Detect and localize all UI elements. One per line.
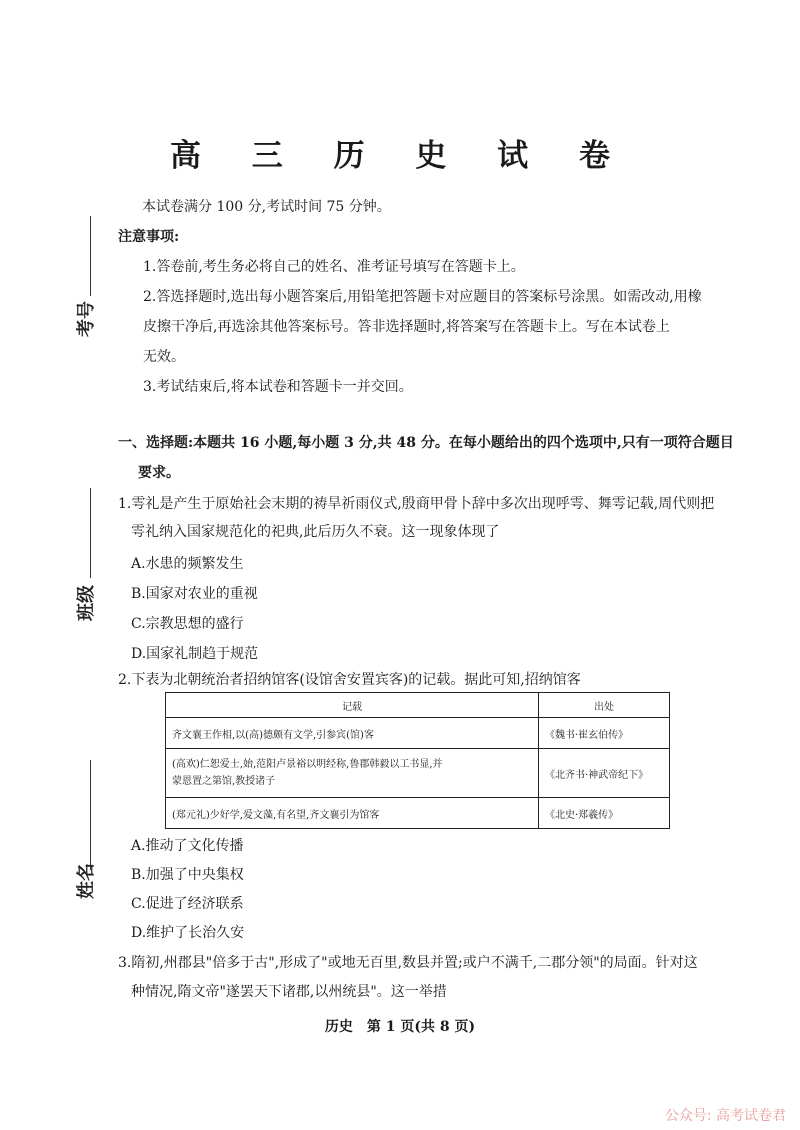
section-heading: 一、选择题:本题共 16 小题,每小题 3 分,共 48 分。在每小题给出的四个选项中,只有一项符合题目 <box>118 435 734 451</box>
exam-no-underline <box>90 216 91 296</box>
watermark: 公众号: 高考试卷君 <box>664 1108 786 1124</box>
table-cell-record: (郑元礼)少好学,爱文藻,有名望,齐文襄引为馆客 <box>166 798 539 829</box>
note-item: 2.答选择题时,选出每小题答案后,用铅笔把答题卡对应题目的答案标号涂黑。如需改动,用橡 <box>143 289 702 305</box>
q3-stem: 3.隋初,州郡县"倍多于古",形成了"或地无百里,数县并置;或户不满千,二郡分领"的局面。针对这 <box>118 955 698 971</box>
q2-stem: 2.下表为北朝统治者招纳馆客(设馆舍安置宾客)的记载。据此可知,招纳馆客 <box>118 672 581 688</box>
table-cell-source: 《北史·郑羲传》 <box>539 798 670 829</box>
note-item: 无效。 <box>143 349 185 365</box>
table-header-record: 记载 <box>166 693 539 718</box>
note-item: 皮擦干净后,再选涂其他答案标号。答非选择题时,将答案写在答题卡上。写在本试卷上 <box>143 319 670 335</box>
q2-option: C.促进了经济联系 <box>131 896 244 912</box>
records-table <box>165 692 670 829</box>
table-header-source: 出处 <box>539 693 670 718</box>
notes-heading: 注意事项: <box>118 229 180 245</box>
q1-stem: 1.雩礼是产生于原始社会末期的祷旱祈雨仪式,殷商甲骨卜辞中多次出现呼雩、舞雩记载,周代则把 <box>118 496 715 512</box>
table-row <box>166 718 670 749</box>
table-cell-source: 《魏书·崔玄伯传》 <box>539 718 670 749</box>
q3-stem-cont: 种情况,隋文帝"遂罢天下诸郡,以州统县"。这一举措 <box>131 984 447 1000</box>
q1-option: B.国家对农业的重视 <box>131 586 258 602</box>
note-item: 1.答卷前,考生务必将自己的姓名、准考证号填写在答题卡上。 <box>143 259 525 275</box>
q1-stem-cont: 雩礼纳入国家规范化的祀典,此后历久不衰。这一现象体现了 <box>131 524 500 540</box>
table-row <box>166 798 670 829</box>
q2-option: B.加强了中央集权 <box>131 867 244 883</box>
table-header-row <box>166 693 670 718</box>
intro-text: 本试卷满分 100 分,考试时间 75 分钟。 <box>142 199 391 215</box>
class-underline <box>90 488 91 578</box>
table-cell-record: 齐文襄王作相,以(高)德颇有文学,引参宾(馆)客 <box>166 718 539 749</box>
section-heading-cont: 要求。 <box>138 465 180 481</box>
page-footer: 历史 第 1 页(共 8 页) <box>324 1019 476 1035</box>
table-cell-source: 《北齐书·神武帝纪下》 <box>539 749 670 798</box>
q1-option: D.国家礼制趋于规范 <box>131 646 259 662</box>
q1-option: A.水患的频繁发生 <box>131 556 244 572</box>
note-item: 3.考试结束后,将本试卷和答题卡一并交回。 <box>143 379 413 395</box>
q1-option: C.宗教思想的盛行 <box>131 616 244 632</box>
q2-option: D.维护了长治久安 <box>131 925 245 941</box>
table-cell-record: (高欢)仁恕爱士,始,范阳卢景裕以明经称,鲁郡韩毅以工书显,并 蒙恩置之第馆,教授诸子 <box>166 749 539 798</box>
q2-option: A.推动了文化传播 <box>131 838 244 854</box>
table-row <box>166 749 670 798</box>
page-title: 高 三 历 史 试 卷 <box>170 138 630 174</box>
